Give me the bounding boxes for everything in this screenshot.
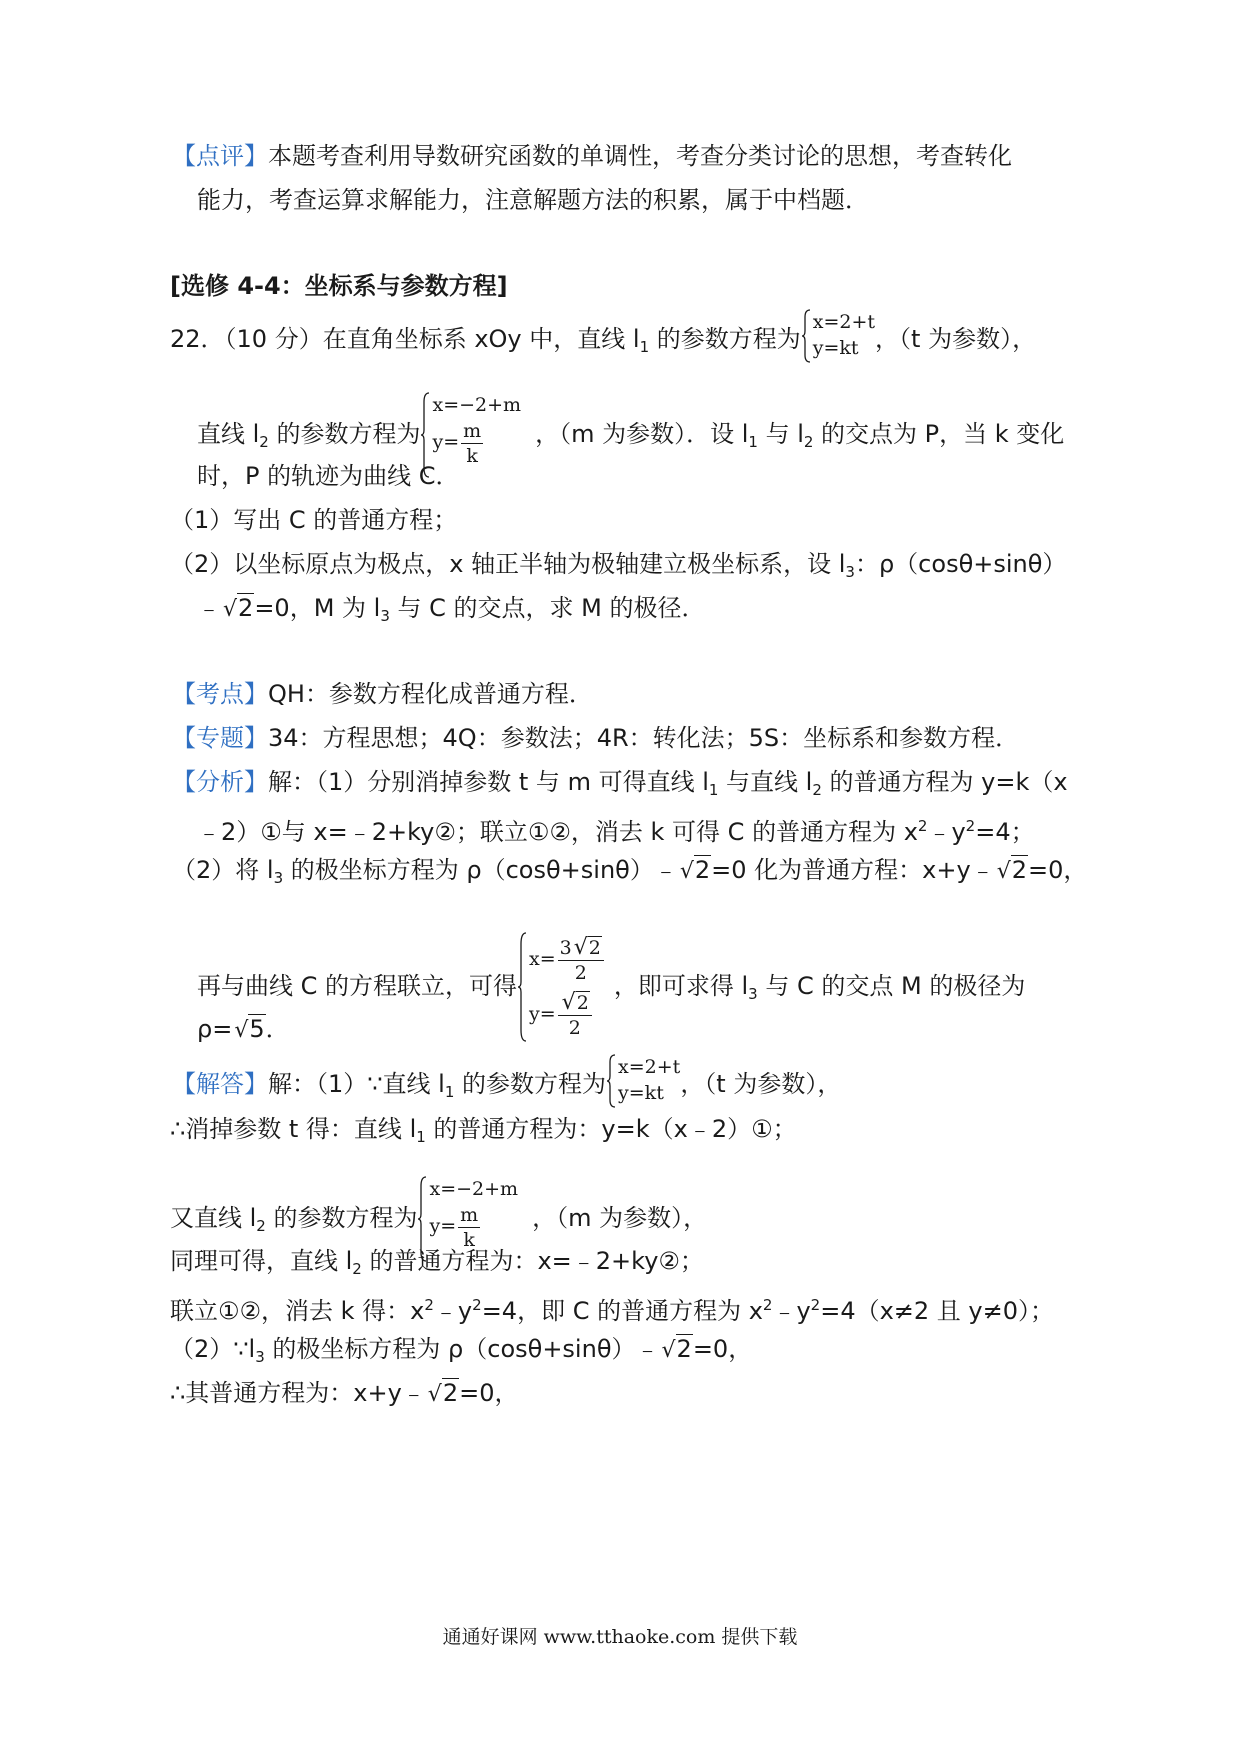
fraction-m-over-k: $\frac{m}{k}$ [460,1203,479,1251]
param-system-l2: x=−2+m y= $\frac{m}{k}$ [417,1176,518,1262]
param-system-l1: x=2+t y=kt [801,309,875,363]
fraction-sqrt2-over-2: $\frac{√2}{2}$ [558,991,592,1040]
sqrt-2: √2 [661,1335,692,1363]
zhuanti-tag: 【专题】 [172,724,268,752]
problem-line-1: 22．（10 分）在直角坐标系 xOy 中，直线 $l_1$ 的参数方程为 x=2+t y=kt ，（t 为参数）， [170,313,1036,367]
comment-tag: 【点评】 [172,142,268,170]
question-2-line-2: ﹣√2=0，M 为 $l_3$ 与 C 的交点，求 M 的极径． [197,594,706,625]
solution-system: x= $\frac{3√2}{2}$ y= $\frac{√2}{2}$ [517,932,604,1042]
section-title: [选修 4-4：坐标系与参数方程] [170,272,508,300]
problem-line-2: 直线 $l_2$ 的参数方程为 x=−2+m y= $\frac{m}{k}$ ，（m 为参数）．设 $l_1$ 与 $l_2$ 的交点为 P，当 k 变化 [197,392,1064,478]
sqrt-2: √2 [427,1379,459,1407]
fraction-3sqrt2-over-2: $\frac{3√2}{2}$ [558,936,604,985]
jieda-line-5: 联立①②，消去 k 得：$x^2﹣y^2=4$，即 C 的普通方程为 $x^2﹣y^2=4(x\ne 2$ 且 y≠0）； [170,1296,1055,1325]
fenxi-line-2: ﹣2）①与 x=﹣2+ky②；联立①②，消去 k 可得 C 的普通方程为 $x^2﹣y^2=4$； [197,817,1035,846]
brace-icon [606,1054,616,1108]
sqrt-2: √2 [996,856,1028,884]
sqrt-5: √5 [234,1015,265,1043]
jieda-line-3: 又直线 $l_2$ 的参数方程为 x=−2+m y= $\frac{m}{k}$ ，（m 为参数）， [170,1176,707,1262]
comment-line-2: 能力，考查运算求解能力，注意解题方法的积累，属于中档题． [197,186,869,214]
fenxi-line-5: ρ=√5． [197,1013,290,1047]
fenxi-line-3: （2）将 $l_3$ 的极坐标方程为 ρ（cosθ+sinθ）﹣√2=0 化为普通方程：x+y﹣√2=0， [172,856,1088,887]
comment-line-1 [172,140,1012,172]
zhuanti-line: 【专题】34：方程思想；4Q：参数法；4R：转化法；5S：坐标系和参数方程． [172,724,1020,752]
comment-text-1: 本题考查利用导数研究函数的单调性，考查分类讨论的思想，考查转化 [268,142,1012,170]
page-footer: 通通好课网 www.tthaoke.com 提供下载 [442,1626,798,1648]
param-system-l1: x=2+t y=kt [606,1054,680,1108]
fenxi-tag: 【分析】 [172,768,268,796]
brace-icon [517,932,527,1042]
jieda-line-2: ∴消掉参数 t 得：直线 $l_1$ 的普通方程为：y=k（x﹣2）①； [170,1115,797,1146]
question-2-line-1: （2）以坐标原点为极点，x 轴正半轴为极轴建立极坐标系，设 $l_3$：ρ（cosθ+sinθ） [170,550,1067,581]
param-system-l2: x=−2+m y= $\frac{m}{k}$ [420,392,521,478]
jieda-tag: 【解答】 [172,1070,268,1098]
brace-icon [801,309,811,363]
sqrt-2: √2 [679,856,711,884]
kaodian-line: 【考点】QH：参数方程化成普通方程． [172,680,593,708]
jieda-line-7: ∴其普通方程为：x+y﹣√2=0， [170,1377,519,1411]
fenxi-line-4: 再与曲线 C 的方程联立，可得 x= $\frac{3√2}{2}$ y= $\frac{√2}{2}$ ，即可求得 $l_3$ 与 C 的交点 M 的极径为 [197,932,1025,1042]
jieda-line-1: 【解答】解：（1）∵直线 $l_1$ 的参数方程为 x=2+t y=kt ，（t 为参数）， [172,1058,841,1112]
kaodian-tag: 【考点】 [172,680,268,708]
sqrt-2: √2 [223,594,254,622]
fenxi-line-1: 【分析】解：（1）分别消掉参数 t 与 m 可得直线 $l_1$ 与直线 $l_2$ 的普通方程为 y=k（x [172,768,1068,799]
question-1: （1）写出 C 的普通方程； [170,506,458,534]
jieda-line-6: $(2)\because l_3$ 的极坐标方程为 ρ（cosθ+sinθ）﹣√2=0， [170,1335,753,1366]
jieda-line-4: 同理可得，直线 $l_2$ 的普通方程为：x=﹣2+ky②； [170,1247,704,1278]
fraction-m-over-k: $\frac{m}{k}$ [463,419,482,467]
problem-line-3: 时，P 的轨迹为曲线 C． [197,462,460,490]
